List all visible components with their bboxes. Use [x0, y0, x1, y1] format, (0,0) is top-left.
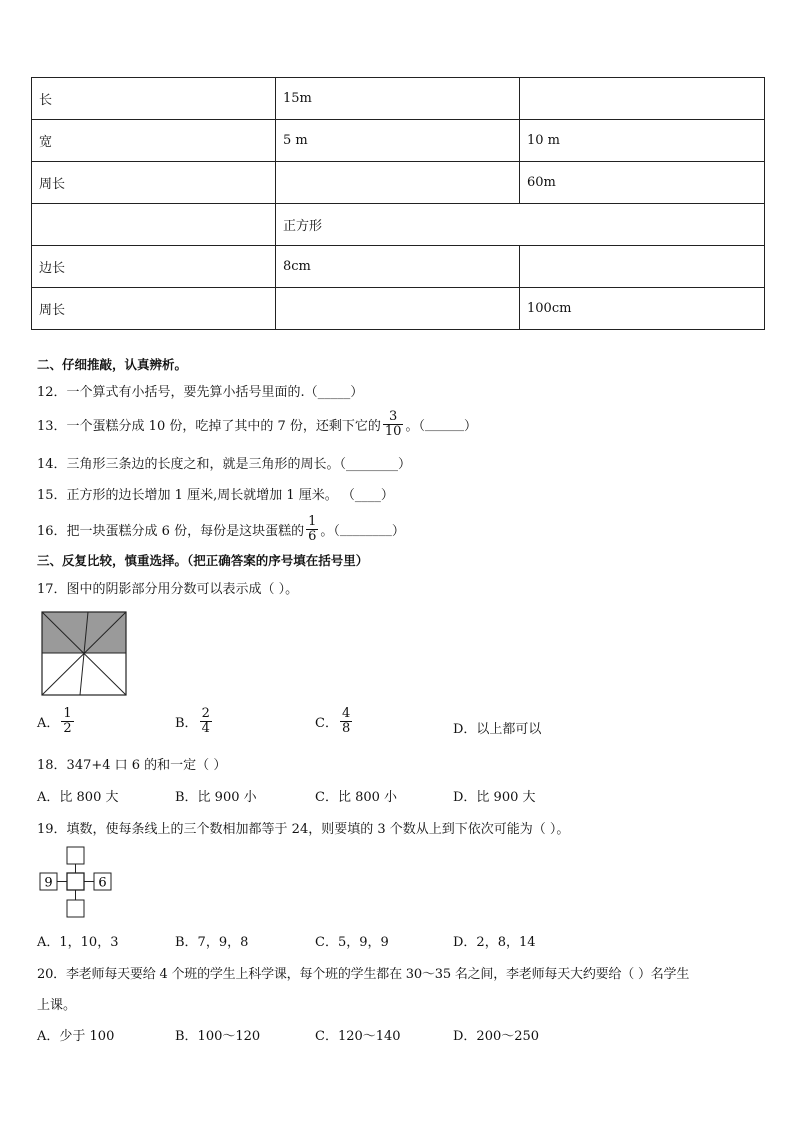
answer-blank[interactable]: ______	[424, 416, 464, 432]
shaded-region	[42, 612, 126, 653]
option-label: B．	[175, 715, 198, 731]
table-row	[32, 120, 765, 162]
option-c[interactable]: C．5，9，9	[315, 935, 389, 950]
table-cell: 10 m	[520, 120, 765, 162]
table-cell	[32, 204, 276, 246]
question-text: 12．一个算式有小括号，要先算小括号里面的.（	[37, 385, 318, 400]
table-cell: 周长	[32, 288, 276, 330]
option-d[interactable]: D．200～250	[453, 1029, 540, 1044]
table-cell	[520, 78, 765, 120]
option-b[interactable]	[175, 707, 214, 735]
table-row	[32, 162, 765, 204]
answer-blank[interactable]: _____	[317, 385, 351, 400]
option-a[interactable]	[37, 707, 76, 735]
fraction	[306, 515, 318, 543]
numerator: 3	[383, 410, 404, 425]
numerator: 4	[341, 706, 351, 721]
fraction	[383, 410, 404, 438]
numerator: 2	[201, 706, 210, 721]
question-20: 20．李老师每天要给 4 个班的学生上科学课，每个班的学生都在 30～35 名之间，李老师每天大约要给（ ）名学生	[37, 967, 690, 982]
option-label: C．	[315, 715, 338, 731]
section-title: 二、仔细推敲，认真辨析。	[37, 357, 188, 372]
question-text: 。（	[405, 418, 425, 434]
table-cell: 5 m	[276, 120, 520, 162]
option-label: A．	[37, 715, 60, 731]
table-cell: 100cm	[520, 288, 765, 330]
shaded-square-figure	[41, 611, 127, 696]
question-text: 16．把一块蛋糕分成 6 份，每份是这块蛋糕的	[37, 523, 305, 539]
denominator: 8	[341, 720, 351, 736]
table-cell	[520, 246, 765, 288]
table-row	[32, 204, 765, 246]
table-cell: 正方形	[276, 204, 765, 246]
table-cell: 60m	[520, 162, 765, 204]
empty-box-top	[67, 847, 84, 864]
denominator: 2	[63, 720, 72, 736]
table-row	[32, 78, 765, 120]
section-title: 三、反复比较，慎重选择。（把正确答案的序号填在括号里）	[37, 553, 369, 568]
option-d[interactable]: D．比 900 大	[453, 790, 536, 805]
fraction	[200, 707, 212, 735]
option-c[interactable]	[315, 707, 354, 735]
left-number: 9	[44, 875, 53, 891]
question-text: ）	[398, 457, 412, 472]
table-cell: 边长	[32, 246, 276, 288]
answer-blank[interactable]: ________	[346, 457, 399, 472]
fraction	[340, 707, 352, 735]
question-20-continued: 上课。	[37, 998, 77, 1013]
question-text: ）	[350, 385, 364, 400]
question-15	[37, 484, 394, 503]
dimensions-table	[31, 77, 765, 330]
option-a[interactable]: A．少于 100	[37, 1029, 115, 1044]
cross-number-figure	[39, 846, 113, 918]
table-cell: 周长	[32, 162, 276, 204]
answer-blank[interactable]: ________	[339, 521, 392, 537]
question-text: ）	[463, 418, 477, 434]
question-text: 。（	[320, 523, 340, 539]
option-a[interactable]: A．1，10，3	[37, 935, 119, 950]
question-text: 13．一个蛋糕分成 10 份，吃掉了其中的 7 份，还剩下它的	[37, 418, 381, 434]
table-cell: 宽	[32, 120, 276, 162]
question-14	[37, 453, 411, 472]
denominator: 4	[201, 720, 210, 736]
table-row	[32, 288, 765, 330]
table-cell: 8cm	[276, 246, 520, 288]
option-b[interactable]: B．比 900 小	[175, 790, 257, 805]
question-text: 15．正方形的边长增加 1 厘米,周长就增加 1 厘米。 （	[37, 488, 355, 503]
option-a[interactable]: A．比 800 大	[37, 790, 119, 805]
answer-blank[interactable]: ____	[354, 488, 381, 503]
table-cell	[276, 162, 520, 204]
question-12	[37, 381, 363, 400]
numerator: 1	[308, 513, 317, 529]
question-text: 14．三角形三条边的长度之和，就是三角形的周长。（	[37, 457, 347, 472]
denominator: 10	[384, 423, 402, 439]
empty-box-bottom	[67, 900, 84, 917]
fraction	[61, 707, 73, 735]
option-b[interactable]: B．100～120	[175, 1029, 261, 1044]
question-19: 19．填数，使每条线上的三个数相加都等于 24，则要填的 3 个数从上到下依次可能为（ ）。	[37, 822, 570, 837]
option-d[interactable]: D．2，8，14	[453, 935, 536, 950]
numerator: 1	[63, 706, 72, 721]
table-cell	[276, 288, 520, 330]
question-17: 17．图中的阴影部分用分数可以表示成（ ）。	[37, 582, 299, 597]
question-text: ）	[391, 523, 405, 539]
option-d[interactable]: D．以上都可以	[453, 722, 542, 737]
question-13	[37, 404, 477, 444]
question-18: 18．347+4 口 6 的和一定（ ）	[37, 758, 227, 773]
table-cell: 15m	[276, 78, 520, 120]
table-row	[32, 246, 765, 288]
option-c[interactable]: C．比 800 小	[315, 790, 398, 805]
option-c[interactable]: C．120～140	[315, 1029, 401, 1044]
question-text: ）	[380, 488, 394, 503]
option-b[interactable]: B．7，9，8	[175, 935, 249, 950]
right-number: 6	[98, 875, 107, 891]
denominator: 6	[308, 528, 317, 544]
question-16	[37, 509, 405, 549]
table-cell: 长	[32, 78, 276, 120]
empty-box-center	[67, 873, 84, 890]
